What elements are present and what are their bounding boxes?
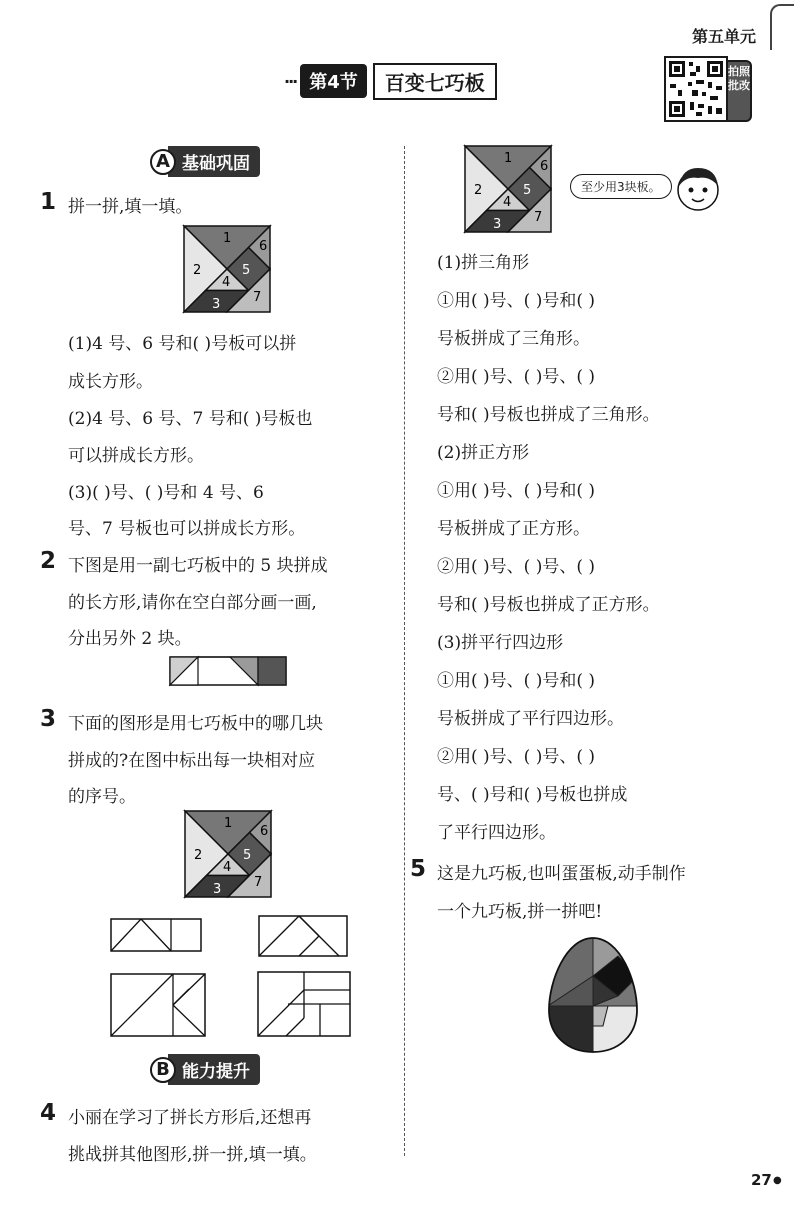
unit-label: 第五单元 [692,27,757,46]
question-1-number: 1 [40,189,57,215]
q1-line-4: 可以拼成长方形。 [68,446,204,466]
q2-line-2: 的长方形,请你在空白部分画一画, [68,593,317,613]
section-title-bar [284,62,497,100]
page-number: 27 [751,1171,772,1189]
tangram-q4-label-7: 7 [534,210,543,225]
tangram-q4-label-5: 5 [523,183,532,198]
title-dots: ··· [284,71,297,91]
tangram-label-1: 1 [223,231,232,246]
q3-figure-d [258,972,350,1036]
q2-line-3: 分出另外 2 块。 [68,629,192,649]
section-b-label: 能力提升 [168,1054,260,1085]
q2-line-1: 下图是用一副七巧板中的 5 块拼成 [68,556,328,576]
q3-line-1: 下面的图形是用七巧板中的哪几块 [68,714,323,734]
q4-right-line-15: 号、( )号和( )号板也拼成 [437,785,628,805]
question-4-number: 4 [40,1100,57,1126]
tangram-label-5: 5 [242,263,251,278]
column-divider [404,146,405,1156]
nine-piece-egg-puzzle [548,936,638,1054]
tangram-q4-label-1: 1 [504,151,513,166]
tangram-q3-label-6: 6 [260,824,269,839]
tangram-square-q1 [184,226,270,312]
page-title: 百变七巧板 [373,63,497,100]
question-3-number: 3 [40,706,57,732]
tangram-q4-label-2: 2 [474,183,483,198]
tangram-q4-label-4: 4 [503,195,512,210]
qr-code-icon[interactable] [664,56,728,122]
tangram-label-3: 3 [212,297,221,312]
q3-line-2: 拼成的?在图中标出每一块相对应 [68,751,316,771]
question-2-number: 2 [40,548,57,574]
q3-figure-a [111,919,201,951]
section-a-label: 基础巩固 [168,146,260,177]
q4-right-line-10: 号和( )号板也拼成了正方形。 [437,595,660,615]
section-b-heading [150,1054,260,1085]
q2-rectangle-figure [170,657,286,685]
tangram-q3-label-1: 1 [224,816,233,831]
tangram-q3-label-4: 4 [223,860,232,875]
q4-right-line-8: 号板拼成了正方形。 [437,519,590,539]
q3-figure-c [111,974,205,1036]
tangram-label-6: 6 [259,239,268,254]
q5-line-2: 一个九巧板,拼一拼吧! [437,902,603,922]
tangram-q4-label-3: 3 [493,217,502,232]
tangram-label-7: 7 [253,290,262,305]
q1-line-5: (3)( )号、( )号和 4 号、6 [68,483,264,503]
tangram-q3-label-7: 7 [254,875,263,890]
q5-line-1: 这是九巧板,也叫蛋蛋板,动手制作 [437,864,686,884]
tangram-q3-label-5: 5 [243,848,252,863]
q4-right-line-16: 了平行四边形。 [437,823,556,843]
section-a-letter: A [150,149,176,175]
q4-right-line-2: ①用( )号、( )号和( ) [437,291,596,311]
q3-figure-b [259,916,347,956]
q4-right-line-6: (2)拼正方形 [437,443,530,463]
q4-right-line-1: (1)拼三角形 [437,253,530,273]
section-number-badge: 第4节 [300,64,367,98]
hint-speech-bubble: 至少用3块板。 [570,174,672,199]
tangram-square-q3 [185,811,271,897]
tangram-q3-label-3: 3 [213,882,222,897]
q3-line-3: 的序号。 [68,787,136,807]
tangram-label-4: 4 [222,275,231,290]
cartoon-boy-icon [672,164,724,214]
q4-right-line-14: ②用( )号、( )号、( ) [437,747,596,767]
q4-right-line-9: ②用( )号、( )号、( ) [437,557,596,577]
tangram-q3-label-2: 2 [194,848,203,863]
section-b-letter: B [150,1057,176,1083]
q4-line-1: 小丽在学习了拼长方形后,还想再 [68,1108,312,1128]
q1-line-1: (1)4 号、6 号和( )号板可以拼 [68,334,297,354]
section-a-heading [150,146,260,177]
question-5-number: 5 [410,856,427,882]
tangram-square-q4 [465,146,551,232]
q1-line-2: 成长方形。 [68,372,153,392]
q4-right-line-12: ①用( )号、( )号和( ) [437,671,596,691]
question-1-prompt: 拼一拼,填一填。 [68,197,193,217]
qr-pattern [666,58,726,120]
q4-line-2: 挑战拼其他图形,拼一拼,填一填。 [68,1145,317,1165]
page-corner-decoration [770,4,794,50]
q4-right-line-4: ②用( )号、( )号、( ) [437,367,596,387]
q4-right-line-3: 号板拼成了三角形。 [437,329,590,349]
q1-line-3: (2)4 号、6 号、7 号和( )号板也 [68,409,313,429]
q1-line-6: 号、7 号板也可以拼成长方形。 [68,519,306,539]
tangram-label-2: 2 [193,263,202,278]
tangram-q4-label-6: 6 [540,159,549,174]
page-dot-icon: ● [773,1175,782,1186]
q4-right-line-7: ①用( )号、( )号和( ) [437,481,596,501]
q4-right-line-5: 号和( )号板也拼成了三角形。 [437,405,660,425]
q4-right-line-11: (3)拼平行四边形 [437,633,564,653]
q4-right-line-13: 号板拼成了平行四边形。 [437,709,624,729]
qr-tag-label: 拍照批改 [728,60,752,122]
